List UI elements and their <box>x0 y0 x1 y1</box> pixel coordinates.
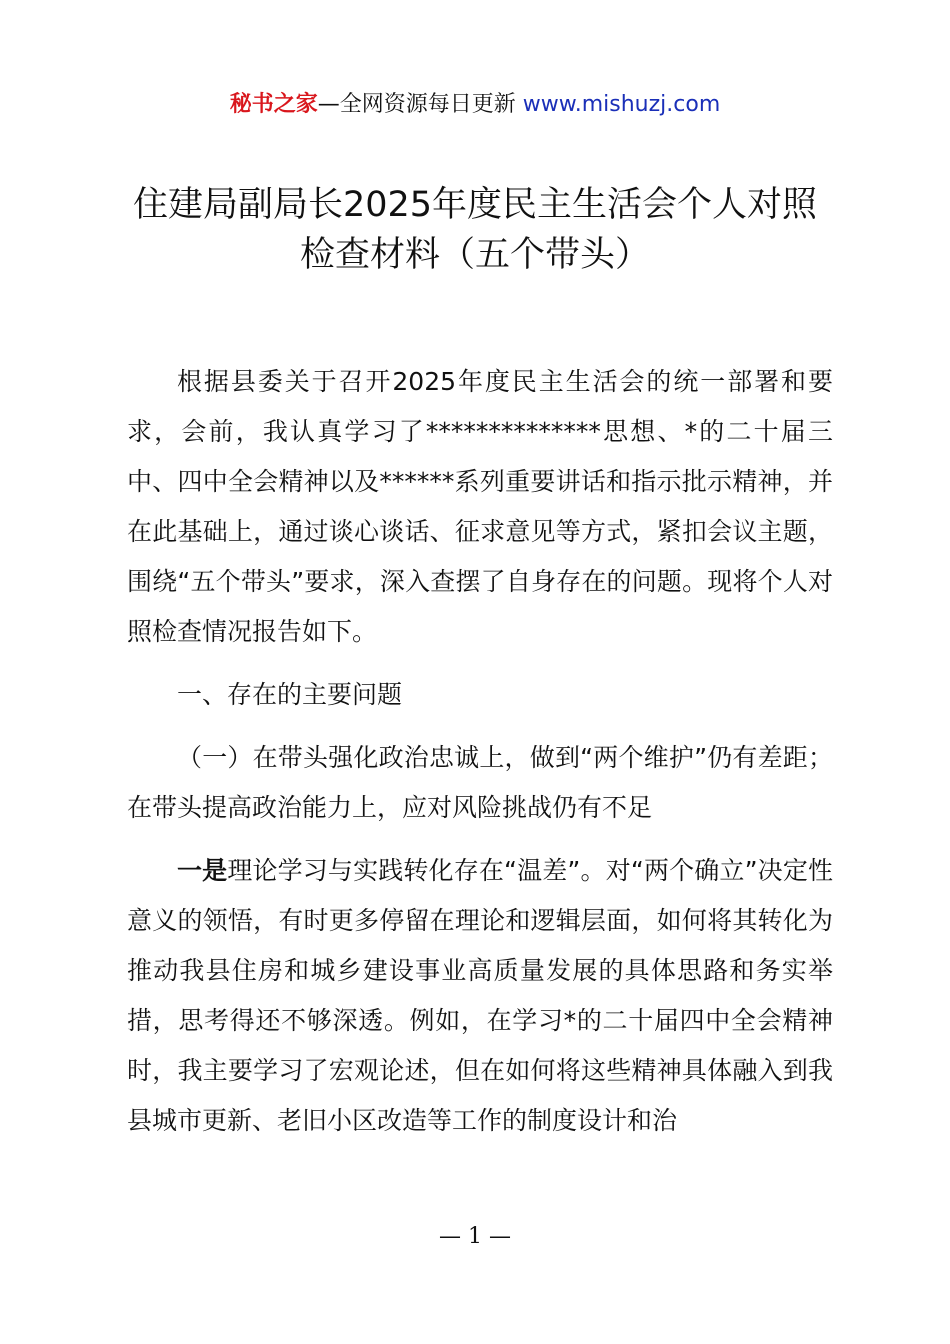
site-url-link[interactable]: www.mishuzj.com <box>522 92 721 117</box>
subsection-heading-1: （一）在带头强化政治忠诚上，做到“两个维护”仍有差距；在带头提高政治能力上，应对风险挑战仍有不足 <box>127 743 833 822</box>
page-number: — 1 — <box>439 1224 511 1249</box>
title-line-2: 检查材料（五个带头） <box>299 235 650 275</box>
point-lead-label: 一是 <box>177 856 228 885</box>
intro-paragraph: 根据县委关于召开2025年度民主生活会的统一部署和要求，会前，我认真学习了**************思想、*的二十届三中、四中全会精神以及******系列重要讲话和指示批示精神，并在此基础上，通过谈心谈话、征求意见等方式，紧扣会议主题，围绕“五个带头”要求，深入查摆了自身存在的问题。现将个人对照检查情况报告如下。 <box>127 367 833 646</box>
document-title <box>60 180 890 280</box>
document-body <box>127 357 833 1146</box>
title-line-1: 住建局副局长2025年度民主生活会个人对照 <box>132 185 818 225</box>
brand-name: 秘书之家 <box>229 92 318 117</box>
site-header <box>0 88 950 122</box>
header-tagline: —全网资源每日更新 <box>317 92 516 117</box>
point-paragraph-1 <box>127 846 833 1146</box>
point-text: 理论学习与实践转化存在“温差”。对“两个确立”决定性意义的领悟，有时更多停留在理论和逻辑层面，如何将其转化为推动我县住房和城乡建设事业高质量发展的具体思路和务实举措，思考得还不够深透。例如，在学习*的二十届四中全会精神时，我主要学习了宏观论述，但在如何将这些精神具体融入到我县城市更新、老旧小区改造等工作的制度设计和治 <box>127 856 833 1135</box>
section-heading-1: 一、存在的主要问题 <box>177 680 403 709</box>
